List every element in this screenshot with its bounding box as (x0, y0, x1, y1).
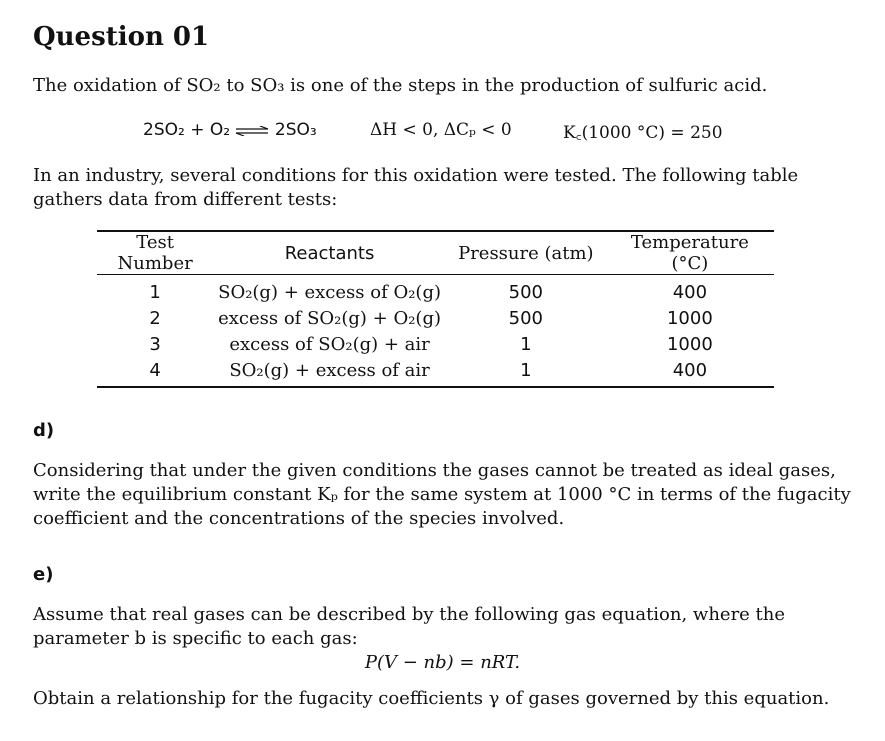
cell-pressure: 1 (520, 333, 532, 355)
cell-pressure: 1 (446, 357, 606, 387)
header-test-number: Test Number (97, 231, 213, 275)
cell-pressure: 500 (508, 307, 543, 329)
header-pressure: Pressure (atm) (446, 231, 606, 275)
reaction-enthalpy: ΔH < 0, ΔCₚ < 0 (370, 120, 512, 140)
cell-test: 2 (149, 307, 161, 329)
header-temperature: Temperature (°C) (606, 231, 774, 275)
cell-test: 3 (149, 333, 161, 355)
cell-reactants: excess of SO₂(g) + O₂(g) (218, 307, 441, 329)
equilibrium-arrow-icon (235, 126, 269, 136)
part-e-text: Assume that real gases can be described by the following gas equation, where the parameter b is specific to each gas: (33, 604, 786, 649)
cell-test: 1 (149, 281, 161, 303)
reaction-products: 2SO₃ (274, 120, 317, 140)
intro-text: The oxidation of SO₂ to SO₃ is one of the steps in the production of sulfuric acid. (33, 75, 768, 96)
gas-equation: P(V − nb) = nRT. (364, 652, 521, 673)
table-row (97, 331, 774, 357)
cell-pressure: 500 (508, 281, 543, 303)
cell-temperature: 400 (606, 357, 774, 387)
cell-test: 4 (97, 357, 213, 387)
part-e-question: Obtain a relationship for the fugacity coefficients γ of gases governed by this equation. (33, 688, 830, 709)
reaction-reactants: 2SO₂ + O₂ (143, 120, 231, 140)
cell-reactants: excess of SO₂(g) + air (229, 333, 430, 355)
cell-temperature: 1000 (666, 333, 713, 355)
cell-temperature: 400 (672, 281, 708, 303)
industry-text: In an industry, several conditions for this oxidation were tested. The following table gathers data from different tests: (33, 165, 799, 210)
cell-temperature: 1000 (666, 307, 713, 329)
table-row (97, 357, 774, 387)
table-row (97, 305, 774, 331)
reaction-kc: K꜀(1000 °C) = 250 (563, 123, 723, 143)
part-e-label: e) (33, 564, 54, 585)
part-d-label: d) (33, 420, 55, 441)
question-title: Question 01 (33, 22, 210, 52)
header-reactants: Reactants (213, 231, 446, 275)
reaction-equation (143, 120, 317, 140)
cell-reactants: SO₂(g) + excess of O₂(g) (218, 281, 441, 303)
part-d-text: Considering that under the given conditions the gases cannot be treated as ideal gases, write the equilibrium constant Kₚ for the same system at 1000 °C in terms of the fugacity coefficient and the concentrations of the species involved. (33, 460, 851, 529)
table-row (97, 275, 774, 306)
table-header-row (97, 231, 774, 275)
tests-table (97, 230, 774, 388)
cell-reactants: SO₂(g) + excess of air (213, 357, 446, 387)
